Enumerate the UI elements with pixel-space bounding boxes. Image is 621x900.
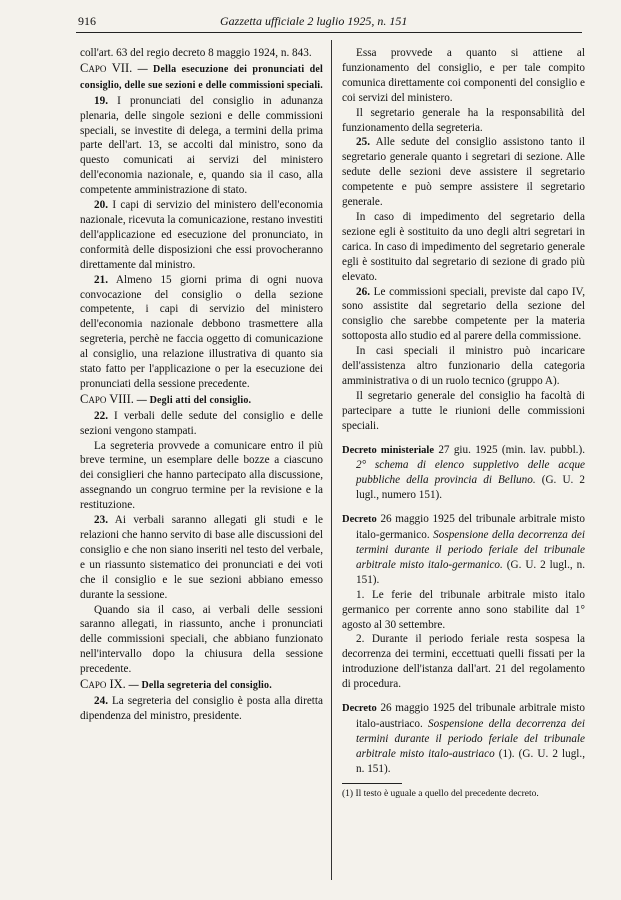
decree-reference: (1). (G. U. 2 lugl., n. 151). <box>356 747 585 775</box>
decree-kind: Decreto <box>342 514 377 526</box>
chapter-title: — Della esecuzione dei pronunciati del consiglio, delle sue sezioni e delle commissioni speciali. <box>80 63 323 91</box>
chapter-label: Capo VIII. <box>80 391 134 406</box>
decree-title: Sospensione della decorrenza dei termini durante il periodo feriale del tribunale arbitrale misto italo-austriaco <box>356 717 585 760</box>
article-26 <box>342 285 585 345</box>
article-25 <box>342 135 585 210</box>
decree-2-item-2: 2. Durante il periodo feriale resta sospesa la decorrenza dei termini, eccettuati quelli fissati per la introduzione dell'istanza dall'art. 21 del regolamento di procedura. <box>342 633 585 691</box>
article-26-final: Il segretario generale del consiglio ha facoltà di partecipare a tutte le riunioni delle commissioni speciali. <box>342 389 585 432</box>
column-divider <box>331 40 332 880</box>
decree-reference: (G. U. 2 lugl., numero 151). <box>356 474 586 502</box>
chapter-viii-heading <box>80 392 323 409</box>
chapter-label: Capo IX. <box>80 677 126 692</box>
article-number: 26. <box>356 285 370 298</box>
article-26-continued: In casi speciali il ministro può incaricare dell'assistenza altro funzionario della categoria amministrativa o di un ruolo tecnico (gruppo A). <box>342 345 585 387</box>
article-text: Alle sedute del consiglio assistono tanto il segretario generale quanto i segretari di sezione. Alle sedute delle sezioni deve assistere il segretario competente e può sempre assistere il segretario generale. <box>342 136 586 209</box>
footnote: (1) Il testo è uguale a quello del precedente decreto. <box>342 788 539 799</box>
article-22-continued: La segreteria provvede a comunicare entro il più breve termine, un esemplare delle bozze a ciascuno dei consiglieri che hanno partecipato alla discussione, assegnando un congruo termine per la revisione e la restituzione. <box>80 439 323 512</box>
article-number: 25. <box>356 136 370 149</box>
segreteria-paragraph: Essa provvede a quanto si attiene al funzionamento del consiglio, e per tale compito comunica direttamente coi componenti del consiglio e coi servizi del ministero. <box>342 47 585 104</box>
article-text: I pronunciati del consiglio in adunanza plenaria, delle singole sezioni e delle commissioni speciali, se investite di delega, a termini della prima parte dell'art. 13, se accolti dal ministro, sono da questo comunicati ai servizi del ministero dell'economia nazionale, e, quando sia il caso, alla competente amministrazione di stato. <box>80 94 323 197</box>
continuation-text: coll'art. 63 del regio decreto 8 maggio 1924, n. 843. <box>80 47 312 59</box>
article-24 <box>80 694 323 724</box>
chapter-ix-heading <box>80 677 323 694</box>
article-20 <box>80 198 323 273</box>
article-23 <box>80 513 323 602</box>
decree-entry-2 <box>342 512 585 588</box>
article-text: I capi di servizio del ministero dell'economia nazionale, ricevuta la comunicazione, restano investiti dell'applicazione ed esecuzione del pronunciato, in conformità delle disposizioni che essi provocheranno direttamente dal ministro. <box>80 199 324 271</box>
article-25-continued: In caso di impedimento del segretario della sezione egli è sostituito da uno degli altri segretari in carica. In caso di impedimento del segretario generale egli è sostituito dal segretario di sezione di grado più elevato. <box>342 210 585 283</box>
decree-title: Sospensione della decorrenza dei termini durante il periodo feriale del tribunale arbitrale misto italo-germanico. <box>356 529 586 571</box>
chapter-title: — Degli atti del consiglio. <box>136 394 252 406</box>
article-number: 24. <box>94 694 108 707</box>
decree-kind: Decreto ministeriale <box>342 444 434 456</box>
decree-2-item-1: 1. Le ferie del tribunale arbitrale misto italo germanico per corrente anno sono stabilite dal 1° agosto al 30 settembre. <box>342 588 585 631</box>
segretario-paragraph: Il segretario generale ha la responsabilità del funzionamento della segreteria. <box>342 106 585 134</box>
decree-date: 27 giu. 1925 (min. lav. pubbl.). <box>438 443 585 456</box>
decree-entry-1 <box>342 443 585 504</box>
decree-kind: Decreto <box>342 703 377 715</box>
decree-date: 26 maggio 1925 del tribunale arbitrale misto italo-germanico. <box>356 513 586 542</box>
article-number: 19. <box>94 94 108 107</box>
article-text: Almeno 15 giorni prima di ogni nuova convocazione del consiglio o della sezione competente, i capi di servizio del ministero dell'economia nazionale debbono trasmettere alla segreteria, perchè ne faccia oggetto di comunicazione al consiglio, una relazione illustrativa di quanto sia stato fatto per l'applicazione o per la esecuzione dei pronunciati della sessione precedente. <box>80 273 323 390</box>
chapter-title: — Della segreteria del consiglio. <box>128 680 272 692</box>
article-text: La segreteria del consiglio è posta alla diretta dipendenza del ministro, presidente. <box>80 694 323 722</box>
article-23-continued: Quando sia il caso, ai verbali delle sessioni saranno allegati, in riassunto, anche i pronunciati delle commissioni speciali, che abbiano funzionato nell'intervallo dopo la chiusura della sessione precedente. <box>80 603 323 676</box>
footnote-rule <box>342 783 402 784</box>
article-text: I verbali delle sedute del consiglio e delle sezioni vengono stampati. <box>80 409 323 437</box>
running-title: Gazzetta ufficiale 2 luglio 1925, n. 151 <box>220 14 408 28</box>
header-rule <box>76 32 582 33</box>
decree-entry-3 <box>342 701 585 777</box>
article-text: Ai verbali saranno allegati gli studi e le relazioni che hanno servito di base alle discussioni del consiglio e che non siano inseriti nel testo del verbale, e un riassunto sistematico dei pronunciati e dei voti che il consiglio e le sue sezioni abbiano emesso durante la sessione. <box>80 514 323 601</box>
article-21 <box>80 273 323 392</box>
decree-date: 26 maggio 1925 del tribunale arbitrale misto italo-austriaco. <box>356 702 586 730</box>
article-number: 23. <box>94 514 108 527</box>
left-column <box>80 46 323 724</box>
decree-reference: (G. U. 2 lugl., n. 151). <box>356 558 586 586</box>
article-19 <box>80 94 323 198</box>
article-number: 22. <box>94 409 108 422</box>
page-number: 916 <box>78 14 96 28</box>
decree-title: 2° schema di elenco suppletivo delle acque pubbliche della provincia di Belluno. <box>356 459 585 487</box>
chapter-label: Capo VII. <box>80 60 133 75</box>
article-number: 21. <box>94 273 108 286</box>
article-text: Le commissioni speciali, previste dal capo IV, sono assistite dal segretario della sezione del consiglio che sarebbe competente per la materia sottoposta allo studio ed al parere della commissione. <box>342 285 585 343</box>
article-22 <box>80 409 323 439</box>
chapter-vii-heading <box>80 61 323 94</box>
right-column <box>342 46 585 800</box>
article-number: 20. <box>94 199 108 212</box>
